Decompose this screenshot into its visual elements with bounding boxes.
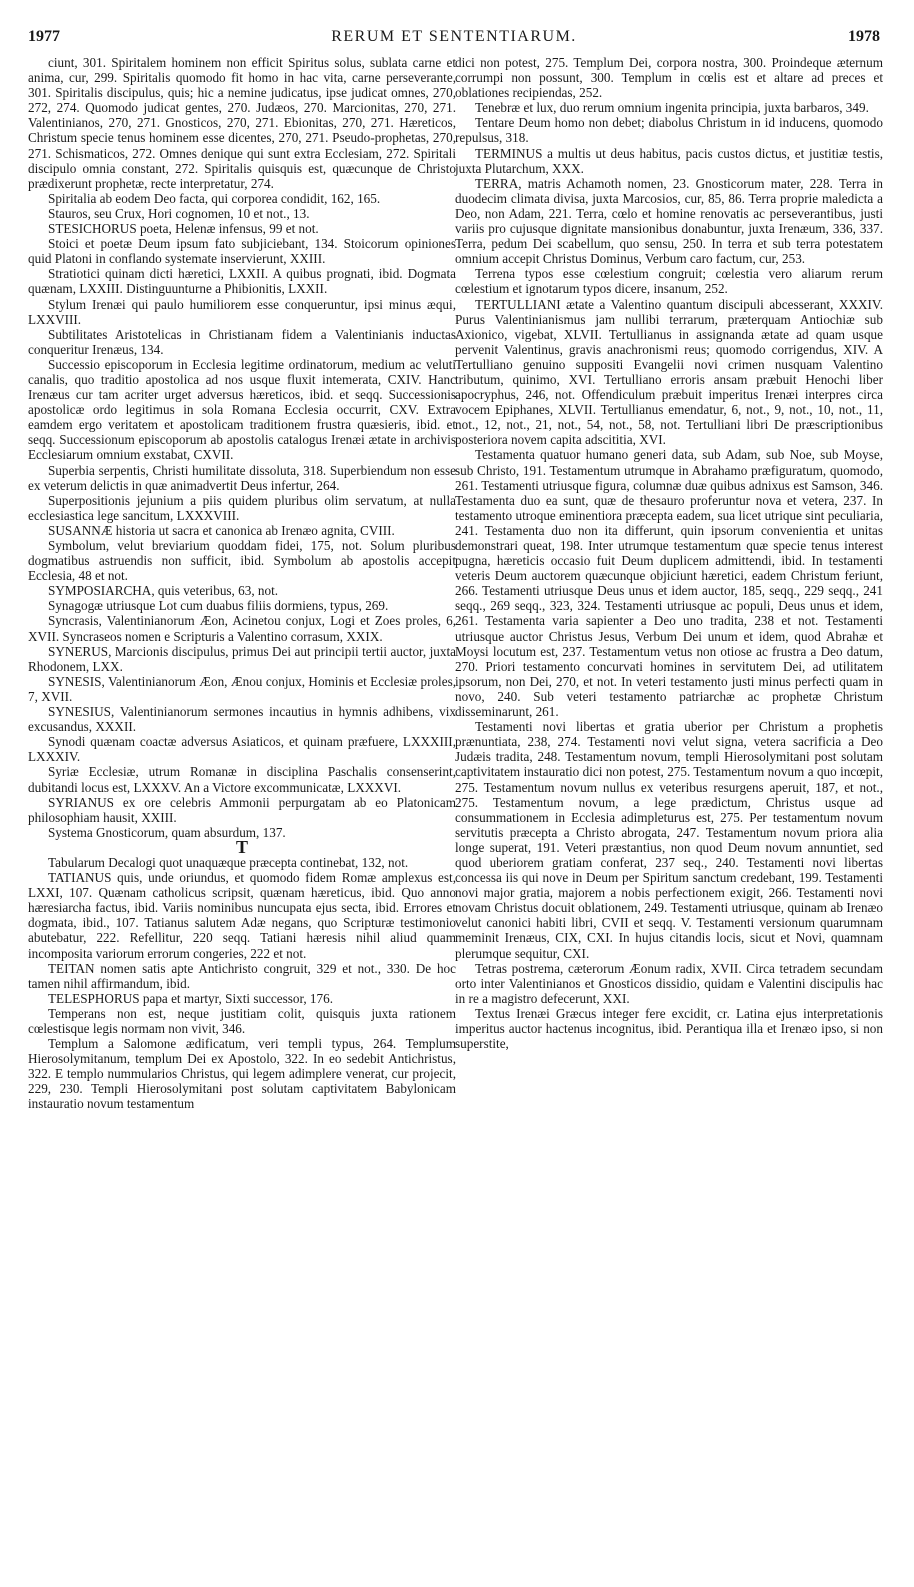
index-entry: Tentare Deum homo non debet; diabolus Christum in id inducens, quomodo repulsus, 318. (455, 115, 883, 146)
index-entry: Tabularum Decalogi quot unaquæque præcepta continebat, 132, not. (48, 854, 409, 870)
index-entry: TERTULLIANI ætate a Valentino quantum discipuli abcesserant, XXXIV. Purus Valentinianismus jam nullibi terrarum, præterquam Antiochiæ sub Axionico, vigebat, XLVII. Tertullianus in assignanda ætate ad quam usque pervenit Valentinus, gravis anachronismi reus; quomodo corrigendus, XIV. A Tertulliano genuino suppositi Evangelii novi crimen nusquam Valentino tributum, quinimo, XVI. Tertulliano erroris ansam præbuit Henochi liber apocryphus, 246, not. Offendiculum præbuit imperitus Irenæi interpres circa vocem Epiphanes, XLVII. Tertullianus emendatur, 6, not., 9, not., 10, not., 11, not., 12, not., 21, not., 54, not., 58, not. Tertulliani libri De præscriptionibus posteriora novem capita adscititia, XVI. (455, 296, 883, 448)
index-entry: Textus Irenæi Græcus integer fere excidit, cr. Latina ejus interpretationis imperitus auctor hactenus incognitus, ibid. Perantiqua illa et Irenæo ipso, si non superstite, (455, 1005, 883, 1052)
index-entry: Stoici et poetæ Deum ipsum fato subjiciebant, 134. Stoicorum opiniones quid Platoni in conflando systemate inservierunt, XXIII. (28, 236, 456, 267)
index-entry: TERMINUS a multis ut deus habitus, pacis custos dictus, et justitiæ testis, juxta Plutarchum, XXX. (455, 145, 883, 176)
index-entry: Syncrasis, Valentinianorum Æon, Acinetou conjux, Logi et Zoes proles, 6, XVII. Syncraseos nomen e Scripturis a Valentino corrasum, XXIX. (28, 613, 456, 644)
index-entry: Systema Gnosticorum, quam absurdum, 137. (48, 824, 286, 840)
index-entry: Templum a Salomone ædificatum, veri templi typus, 264. Templum Hierosolymitanum, templum Dei ex Apostolo, 322. In eo sedebit Antichristus, 322. E templo nummularios Christus, qui legem adimplere venerat, cur projecit, 229, 230. Templi Hierosolymitani post solutam captivitatem Babylonicam instauratio novum testamentum (28, 1036, 456, 1112)
index-entry: Tetras postrema, cæterorum Æonum radix, XVII. Circa tetradem secundam orto inter Valentinianos et Gnosticos dissidio, quidam e Valentini discipulis hac in re a magistro defecerunt, XXI. (455, 960, 883, 1006)
index-entry: Superpositionis jejunium a piis quidem pluribus olim servatum, at nulla ecclesiastica lege sancitum, LXXXVIII. (28, 492, 456, 523)
index-entry: Stratiotici quinam dicti hæretici, LXXII. A quibus prognati, ibid. Dogmata quænam, LXXIII. Distinguunturne a Phibionitis, LXXII. (28, 266, 456, 297)
index-entry: SYNESIS, Valentinianorum Æon, Ænou conjux, Hominis et Ecclesiæ proles, 7, XVII. (28, 673, 456, 704)
index-entry: Terrena typos esse cœlestium congruit; cœlestia vero aliarum rerum cœlestium et ignotarum typos dicere, insanum, 252. (455, 266, 883, 297)
index-entry: SYNERUS, Marcionis discipulus, primus Dei aut principii tertii auctor, juxta Rhodonem, LXX. (28, 643, 456, 674)
index-entry: Spiritalia ab eodem Deo facta, qui corporea condidit, 162, 165. (48, 190, 381, 206)
index-entry: SYRIANUS ex ore celebris Ammonii perpurgatam ab eo Platonicam philosophiam hausit, XXIII. (28, 794, 456, 825)
index-entry: Stylum Irenæi qui paulo humiliorem esse conqueruntur, ipsi minus æqui, LXXVIII. (28, 296, 456, 327)
index-entry: ciunt, 301. Spiritalem hominem non efficit Spiritus solus, sublata carne et anima, cur, 299. Spiritalis quomodo fit homo in hac vita, carne perseverante, 301. Spiritalis discipulus, quis; hic a nemine judicatus, ipse judicat omnes, 270, 272, 274. Quomodo judicat gentes, 270. Judæos, 270. Marcionitas, 270, 271. Valentinianos, 270, 271. Gnosticos, 270, 271. Ebionitas, 270, 271. Hæreticos, Christum specie tenus hominem esse dicentes, 270, 271. Pseudo-prophetas, 270, 271. Schismaticos, 272. Omnes denique qui sunt extra Ecclesiam, 272. Spiritali discipulo omnia constant, 272. Spiritalis quisquis est, quæcunque de Christo prædixerunt prophetæ, recte interpretatur, 274. (28, 55, 456, 191)
index-entry: Syriæ Ecclesiæ, utrum Romanæ in disciplina Paschalis consenserint, dubitandi locus est, LXXXV. An a Victore excommunicatæ, LXXXVI. (28, 764, 456, 795)
index-entry: SYNESIUS, Valentinianorum sermones incautius in hymnis adhibens, vix excusandus, XXXII. (28, 704, 456, 735)
left-page-number: 1977 (28, 28, 60, 45)
section-letter: T (235, 836, 248, 857)
left-column (28, 55, 456, 1112)
index-entry: SUSANNÆ historia ut sacra et canonica ab Irenæo agnita, CVIII. (48, 522, 395, 538)
index-entry: Synodi quænam coactæ adversus Asiaticos, et quinam præfuere, LXXXIII, LXXXIV. (28, 734, 456, 765)
index-entry: Tenebræ et lux, duo rerum omnium ingenita principia, juxta barbaros, 349. (475, 100, 869, 116)
index-entry: Temperans non est, neque justitiam colit, quisquis juxta rationem cœlestisque legis normam non vivit, 346. (28, 1005, 456, 1036)
running-header (28, 28, 880, 50)
index-entry: TATIANUS quis, unde oriundus, et quomodo fidem Romæ amplexus est, LXXI, 107. Quænam catholicus scripsit, quænam hæreticus, ibid. Quo anno hæresiarcha factus, ibid. Variis nominibus nuncupata ejus secta, ibid. Errores et dogmata, ibid., 107. Tatianus salutem Adæ negans, quo Scripturæ testimonio abutebatur, 222. Refellitur, 220 seqq. Tatiani hæresis nihil aliud quam incomposita variorum errorum congeries, 222 et not. (28, 870, 456, 961)
index-entry: Subtilitates Aristotelicas in Christianam fidem a Valentinianis inductas conqueritur Irenæus, 134. (28, 326, 456, 357)
index-entry: STESICHORUS poeta, Helenæ infensus, 99 et not. (48, 221, 319, 237)
index-entry: SYMPOSIARCHA, quis veteribus, 63, not. (48, 583, 279, 599)
running-title: RERUM ET SENTENTIARUM. (331, 28, 577, 45)
right-page-number: 1978 (848, 28, 880, 45)
index-entry: TERRA, matris Achamoth nomen, 23. Gnosticorum mater, 228. Terra in duodecim climata divisa, juxta Marcosios, cur, 85, 86. Terra proprie maledicta a Deo, non Adam, 221. Terra, cœlo et homine renovatis ac perseverantibus, justi variis pro cujusque dignitate mansionibus donabuntur, juxta Irenæum, 336, 337. Terra, pedum Dei scabellum, quo sensu, 250. In terra et sub terra potestatem omnium accepit Christus Dominus, Verbum caro factum, cur, 253. (455, 175, 883, 267)
right-column (455, 55, 883, 1051)
index-entry: Testamenti novi libertas et gratia uberior per Christum a prophetis prænuntiata, 238, 274. Testamenti novi velut signa, vetera sacrificia a Deo Judæis tradita, 248. Testamentum novum, templi Hierosolymitani post solutam captivitatem instauratio dici non potest, 275. Testamentum novum a quo incœpit, 275. Testamentum novum nullus ex veteribus resurgens aperuit, 187, et not., 275. Testamentum novum, a lege prædictum, Christus usque ad consummationem in Ecclesia adimpleturus est, 275. Per testamentum novum servitutis præcepta a Christo abrogata, 247. Testamentum novum priora alia longe superat, 191. Veteri præstantius, non quod Deum novum annuntiet, sed quod uberiorem gratiam conferat, 237 seq., 240. Testamenti novi libertas concessa iis qui nove in Deum per Spiritum sanctum credebant, 199. Testamenti novi major gratia, majorem a nobis perfectionem exigit, 266. Testamenti novi novam Christus docuit oblationem, 249. Testamenti utriusque, quinam ab Irenæo velut canonici habiti libri, CVII et seqq. V. Testamenti versionum quarumnam meminit Irenæus, CIX, CXI. In hujus citandis locis, sicut et Novi, quamnam plerumque sequitur, CXI. (455, 719, 883, 961)
index-entry: Superbia serpentis, Christi humilitate dissoluta, 318. Superbiendum non esse ex veterum delictis in quæ animadvertit Deus infertur, 264. (28, 462, 456, 493)
index-entry: TEITAN nomen satis apte Antichristo congruit, 329 et not., 330. De hoc tamen nihil affirmandum, ibid. (28, 960, 456, 991)
index-entry: Stauros, seu Crux, Hori cognomen, 10 et not., 13. (48, 205, 310, 221)
index-entry: dici non potest, 275. Templum Dei, corpora nostra, 300. Proindeque æternum corrumpi non possunt, 300. Templum in cœlis est et altare ad preces et oblationes recipiendas, 252. (455, 55, 883, 101)
index-entry: Synagogæ utriusque Lot cum duabus filiis dormiens, typus, 269. (48, 598, 389, 614)
index-entry: Symbolum, velut breviarium quoddam fidei, 175, not. Solum pluribus dogmatibus astruendis non sufficit, ibid. Symbolum ab apostolis accepit Ecclesia, 48 et not. (28, 538, 456, 584)
index-entry: Successio episcoporum in Ecclesia legitime ordinatorum, medium ac veluti canalis, quo traditio apostolica ad nos usque fluxit intemerata, CXIV. Hanc Irenæus cur tam acriter urget adversus hæreticos, ibid. et seqq. Successionis apostolicæ ordo legitimus in sola Romana Ecclesia occurrit, CXV. Extra eamdem ergo veritatem et apostolicam traditionem frustra quæsieris, ibid. et seqq. Successionum episcoporum ab apostolis catalogus Irenæi ætate in archivis Ecclesiarum omnium exstabat, CXVII. (28, 356, 456, 463)
index-entry: TELESPHORUS papa et martyr, Sixti successor, 176. (48, 990, 334, 1006)
index-entry: Testamenta quatuor humano generi data, sub Adam, sub Noe, sub Moyse, sub Christo, 191. Testamentum utrumque in Abrahamo præfiguratum, quomodo, 261. Testamenti utriusque figura, columnæ duæ quibus adnixus est Samson, 346. Testamenta duo ea sunt, quæ de thesauro proferuntur nova et vetera, 237. In testamento utroque eminentiora præcepta eadem, sua licet utrique sint peculiaria, 241. Testamenta duo non ita differunt, quin ipsorum convenientia et unitas demonstrari queat, 198. Inter utrumque testamentum quæ specie tenus interest pugna, hæreticis occasio fuit Deum duplicem admittendi, ibid. In testamenti veteris Deum auctorem quæcunque objiciunt hæretici, eadem Christum feriunt, 266. Testamenti utriusque Deus unus et idem auctor, 185, seqq., 229 seqq., 241 seqq., 269 seqq., 323, 324. Testamenti utriusque ac populi, Deus unus et idem, 261. Testamenta varia sapienter a Deo uno tradita, 238 et not. Testamenti utriusque auctor Christus Jesus, Verbum Dei unum et idem, quod Abrahæ et Moysi locutum est, 237. Testamentum vetus non otiose ac frustra a Deo datum, 270. Priori testamento concurvati homines in servitutem Dei, ad utilitatem ipsorum, non Dei, 270, et not. In veteri testamento justi minus perfecti quam in novo, 240. Sub veteri testamento patriarchæ ac prophetæ Christum disseminarunt, 261. (455, 447, 883, 720)
